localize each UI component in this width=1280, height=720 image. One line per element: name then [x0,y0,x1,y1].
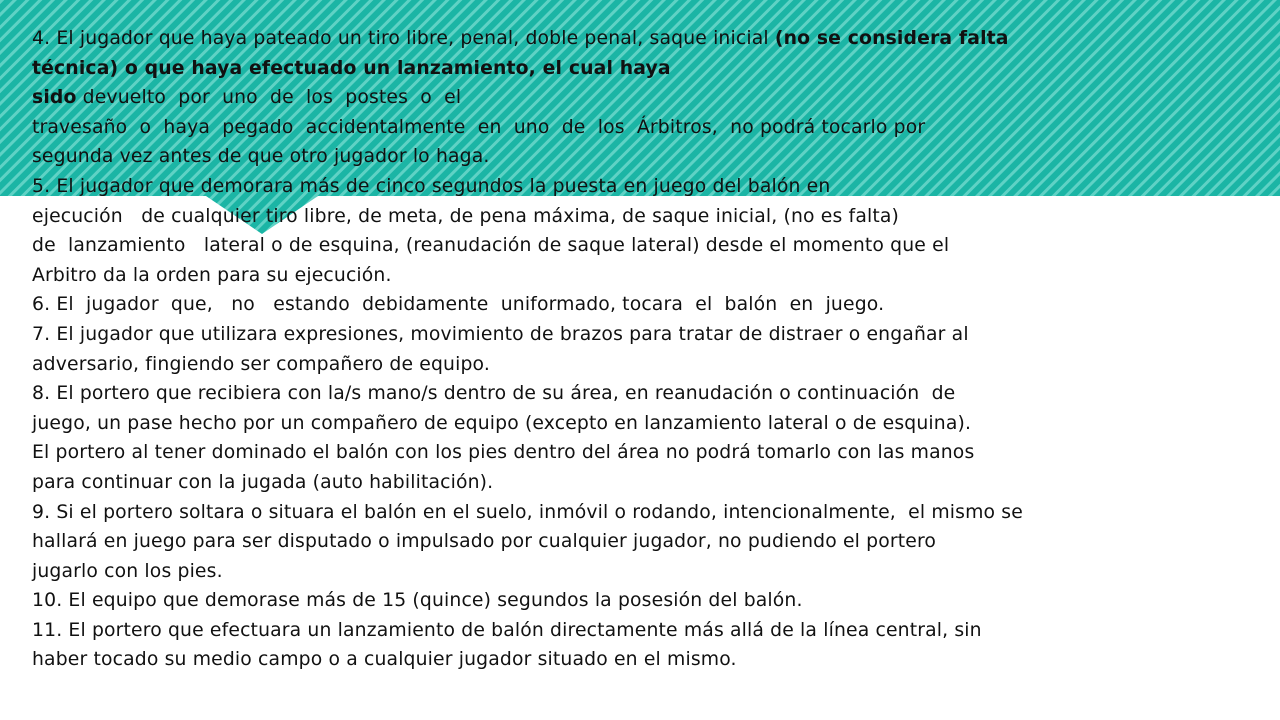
text-line [32,616,1248,646]
line-text: Arbitro da la orden para su ejecución. [32,263,392,286]
bold-text: (no se considera falta [774,27,1009,49]
text-line [32,24,1248,54]
text-line [32,113,1248,143]
line-text: hallará en juego para ser disputado o impulsado por cualquier jugador, no pudiendo el portero [32,530,937,553]
text-line [32,83,1248,113]
text-line [32,261,1248,291]
text-line [32,350,1248,380]
line-text: 11. El portero que efectuara un lanzamiento de balón directamente más allá de la línea central, sin [32,618,982,641]
line-text: 9. Si el portero soltara o situara el balón en el suelo, inmóvil o rodando, intencionalmente, el mismo se [32,500,1023,523]
line-text: 6. El jugador que, no estando debidamente uniformado, tocara el balón en juego. [32,293,885,316]
text-line [32,468,1248,498]
text-line [32,379,1248,409]
line-text: ejecución de cualquier tiro libre, de meta, de pena máxima, de saque inicial, (no es falta) [32,204,900,227]
line-text: El portero al tener dominado el balón con los pies dentro del área no podrá tomarlo con las manos [32,441,975,464]
line-text: jugarlo con los pies. [32,559,223,582]
text-line [32,202,1248,232]
line-text: 10. El equipo que demorase más de 15 (quince) segundos la posesión del balón. [32,589,803,612]
text-line [32,231,1248,261]
text-line [32,290,1248,320]
line-text: segunda vez antes de que otro jugador lo haga. [32,145,490,168]
line-text: 5. El jugador que demorara más de cinco segundos la puesta en juego del balón en [32,174,831,197]
text-line [32,320,1248,350]
line-text: devuelto por uno de los postes o el [76,86,462,109]
line-text: 4. El jugador que haya pateado un tiro libre, penal, doble penal, saque inicial [32,27,775,49]
line-text: juego, un pase hecho por un compañero de equipo (excepto en lanzamiento lateral o de esquina). [32,411,972,434]
line-text: haber tocado su medio campo o a cualquier jugador situado en el mismo. [32,648,737,671]
line-text: para continuar con la jugada (auto habilitación). [32,470,494,493]
text-line [32,498,1248,528]
line-text: 7. El jugador que utilizara expresiones, movimiento de brazos para tratar de distraer o engañar al [32,322,969,345]
rules-text [32,24,1262,675]
text-line [32,438,1248,468]
bold-text: técnica) o que haya efectuado un lanzamiento, el cual haya [32,56,671,79]
text-line [32,586,1248,616]
text-line [32,54,1248,84]
text-line [32,409,1248,439]
text-line [32,527,1248,557]
line-text: de lanzamiento lateral o de esquina, (reanudación de saque lateral) desde el momento que el [32,234,950,257]
text-line [32,645,1248,675]
text-line [32,557,1248,587]
text-line [32,142,1248,172]
line-text: travesaño o haya pegado accidentalmente en uno de los Árbitros, no podrá tocarlo por [32,115,926,138]
text-line [32,172,1248,202]
bold-text: sido [32,86,77,109]
line-text: 8. El portero que recibiera con la/s mano/s dentro de su área, en reanudación o continuación de [32,382,956,405]
line-text: adversario, fingiendo ser compañero de equipo. [32,352,490,375]
